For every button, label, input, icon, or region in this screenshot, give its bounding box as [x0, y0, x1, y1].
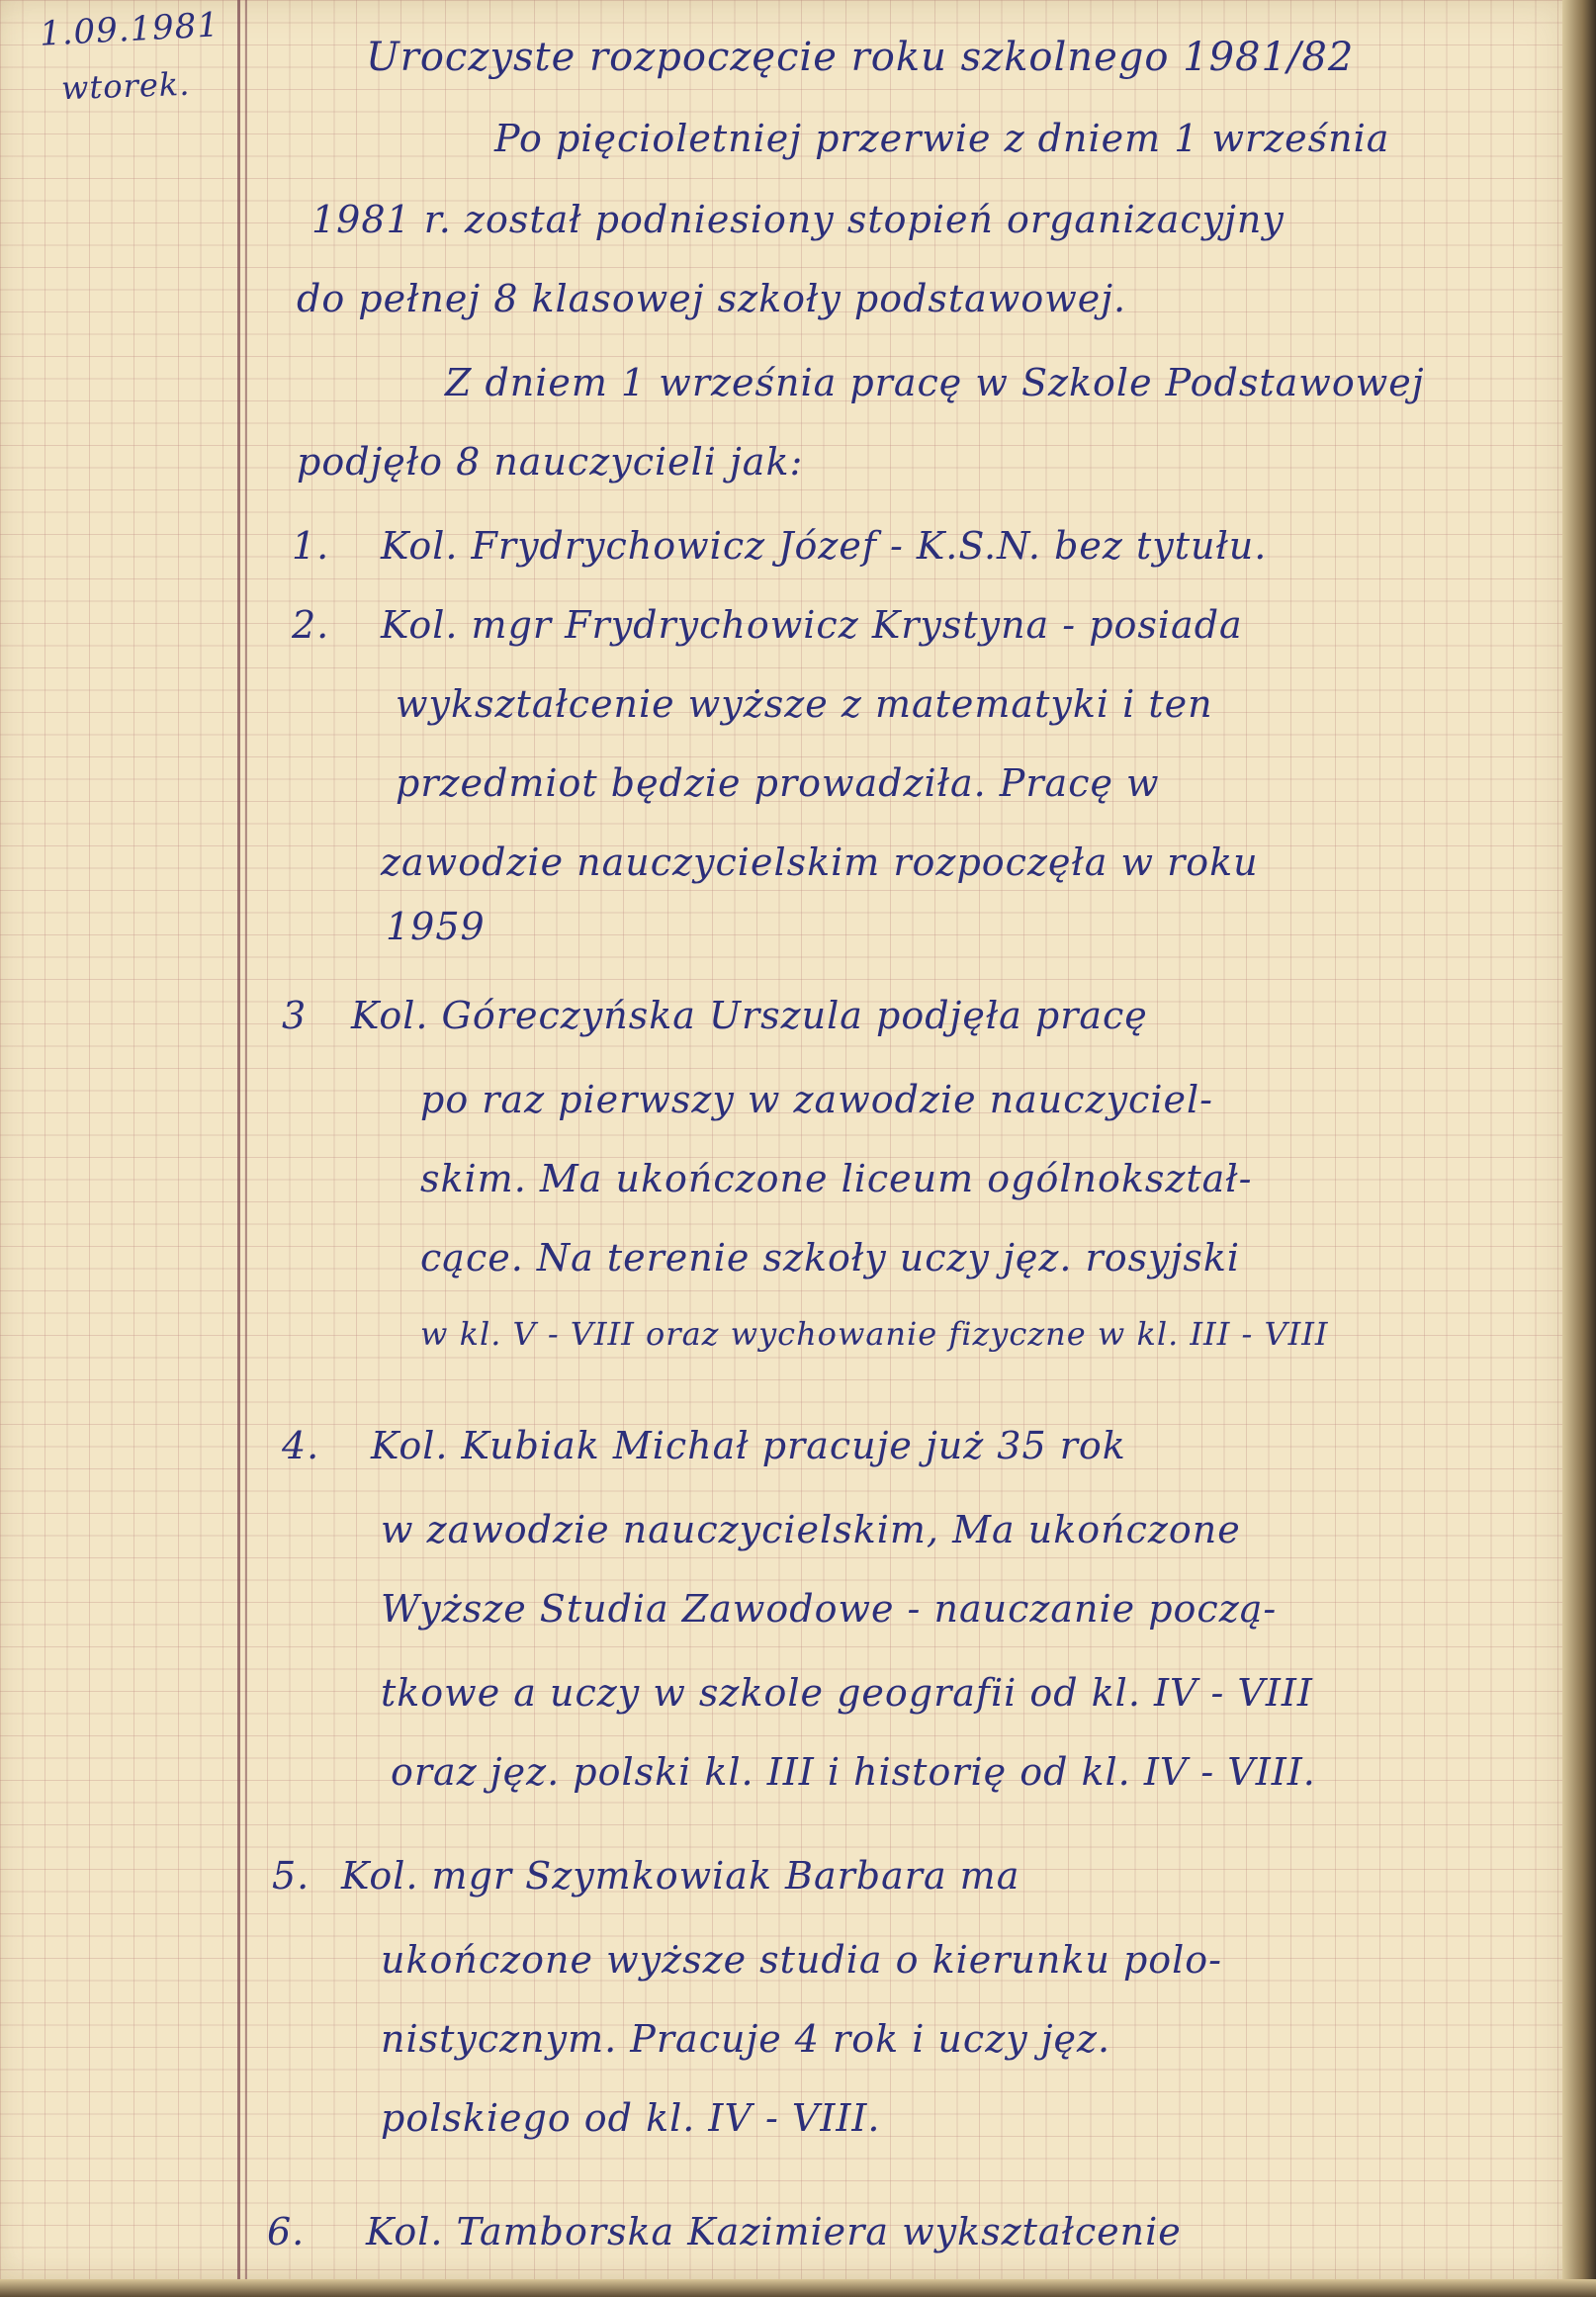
text-line: Po pięcioletniej przerwie z dniem 1 września: [494, 117, 1390, 160]
entry-line: skim. Ma ukończone liceum ogólnokształ-: [420, 1157, 1253, 1200]
entry-line: po raz pierwszy w zawodzie nauczyciel-: [420, 1078, 1213, 1121]
page-bottom-edge: [0, 2279, 1596, 2297]
entry-line: zawodzie nauczycielskim rozpoczęła w roku: [381, 840, 1259, 884]
entry-line: ukończone wyższe studia o kierunku polo-: [381, 1938, 1223, 1982]
text-line: Z dniem 1 września pracę w Szkole Podstawowej: [445, 361, 1425, 404]
entry-number: 3: [282, 994, 308, 1037]
entry-number: 6.: [267, 2210, 306, 2253]
entry-line: Kol. Frydrychowicz Józef - K.S.N. bez tytułu.: [381, 524, 1268, 568]
entry-number: 4.: [282, 1424, 320, 1467]
entry-line: Kol. mgr Szymkowiak Barbara ma: [341, 1854, 1020, 1898]
text-line: do pełnej 8 klasowej szkoły podstawowej.: [297, 277, 1127, 320]
entry-line: oraz jęz. polski kl. III i historię od kl. IV - VIII.: [391, 1750, 1316, 1794]
margin-rule: [237, 0, 240, 2297]
margin-date: 1.09.1981: [39, 5, 221, 54]
entry-line: polskiego od kl. IV - VIII.: [381, 2096, 881, 2140]
margin-weekday: wtorek.: [60, 64, 191, 108]
entry-line: 1959: [386, 905, 486, 948]
entry-line: Kol. Kubiak Michał pracuje już 35 rok: [371, 1424, 1126, 1467]
entry-line: cące. Na terenie szkoły uczy jęz. rosyjski: [420, 1236, 1240, 1280]
entry-line: wykształcenie wyższe z matematyki i ten: [396, 682, 1213, 726]
entry-line: w zawodzie nauczycielskim, Ma ukończone: [381, 1508, 1241, 1551]
entry-line: tkowe a uczy w szkole geografii od kl. IV - VIII: [381, 1671, 1313, 1715]
margin-rule-inner: [245, 0, 247, 2297]
entry-number: 5.: [272, 1854, 310, 1898]
entry-line: Kol. mgr Frydrychowicz Krystyna - posiada: [381, 603, 1243, 647]
entry-number: 1.: [292, 524, 330, 568]
entry-line: Kol. Góreczyńska Urszula podjęła pracę: [351, 994, 1148, 1037]
page-title: Uroczyste rozpoczęcie roku szkolnego 1981/82: [366, 35, 1355, 80]
page-edge-shadow: [1562, 0, 1596, 2297]
entry-line: Kol. Tamborska Kazimiera wykształcenie: [366, 2210, 1182, 2253]
entry-line: nistycznym. Pracuje 4 rok i uczy jęz.: [381, 2017, 1111, 2061]
entry-number: 2.: [292, 603, 330, 647]
text-line: 1981 r. został podniesiony stopień organizacyjny: [311, 198, 1285, 241]
entry-line: w kl. V - VIII oraz wychowanie fizyczne w kl. III - VIII: [420, 1315, 1329, 1353]
entry-line: Wyższe Studia Zawodowe - nauczanie począ-: [381, 1587, 1278, 1631]
text-line: podjęło 8 nauczycieli jak:: [297, 440, 804, 484]
entry-line: przedmiot będzie prowadziła. Pracę w: [396, 761, 1160, 805]
